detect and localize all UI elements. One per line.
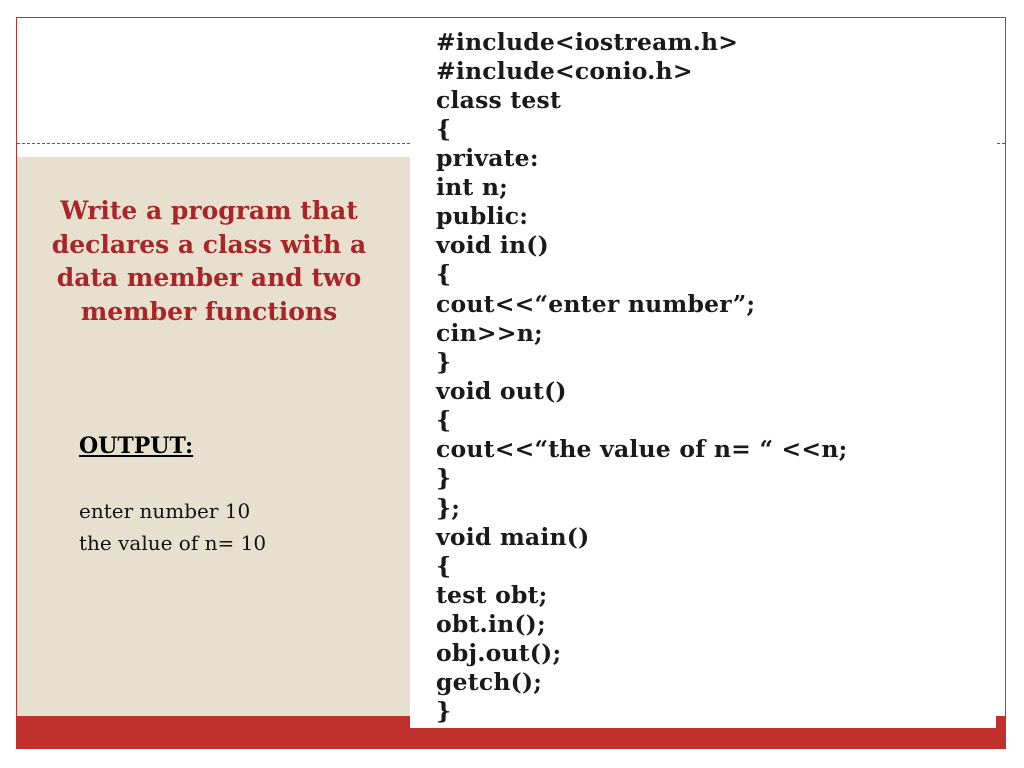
output-line: enter number 10 (79, 499, 251, 523)
code-line: class test (436, 86, 561, 114)
code-line: test obt; (436, 581, 548, 609)
code-line: { (436, 115, 452, 143)
code-line: } (436, 697, 452, 725)
code-line: void main() (436, 523, 590, 551)
output-line: the value of n= 10 (79, 531, 267, 555)
code-image (410, 28, 996, 728)
slide-title: Write a program that declares a class with a data member and two member functions (51, 196, 367, 326)
code-line: getch(); (436, 668, 543, 696)
code-line: cout<<“the value of n= “ <<n; (436, 435, 848, 463)
code-line: obj.out(); (436, 639, 562, 667)
code-line: private: (436, 144, 539, 172)
code-line: public: (436, 202, 529, 230)
code-line: cout<<“enter number”; (436, 290, 756, 318)
code-line: } (436, 464, 452, 492)
code-line: }; (436, 494, 461, 522)
code-line: void out() (436, 377, 567, 405)
code-line: { (436, 406, 452, 434)
code-line: { (436, 260, 452, 288)
code-line: void in() (436, 231, 549, 259)
code-line: obt.in(); (436, 610, 546, 638)
code-line: } (436, 348, 452, 376)
code-line: #include<iostream.h> (436, 28, 739, 56)
code-line: int n; (436, 173, 509, 201)
output-heading: OUTPUT: (79, 433, 194, 459)
code-line: #include<conio.h> (436, 57, 693, 85)
code-line: cin>>n; (436, 319, 543, 347)
code-line: { (436, 552, 452, 580)
